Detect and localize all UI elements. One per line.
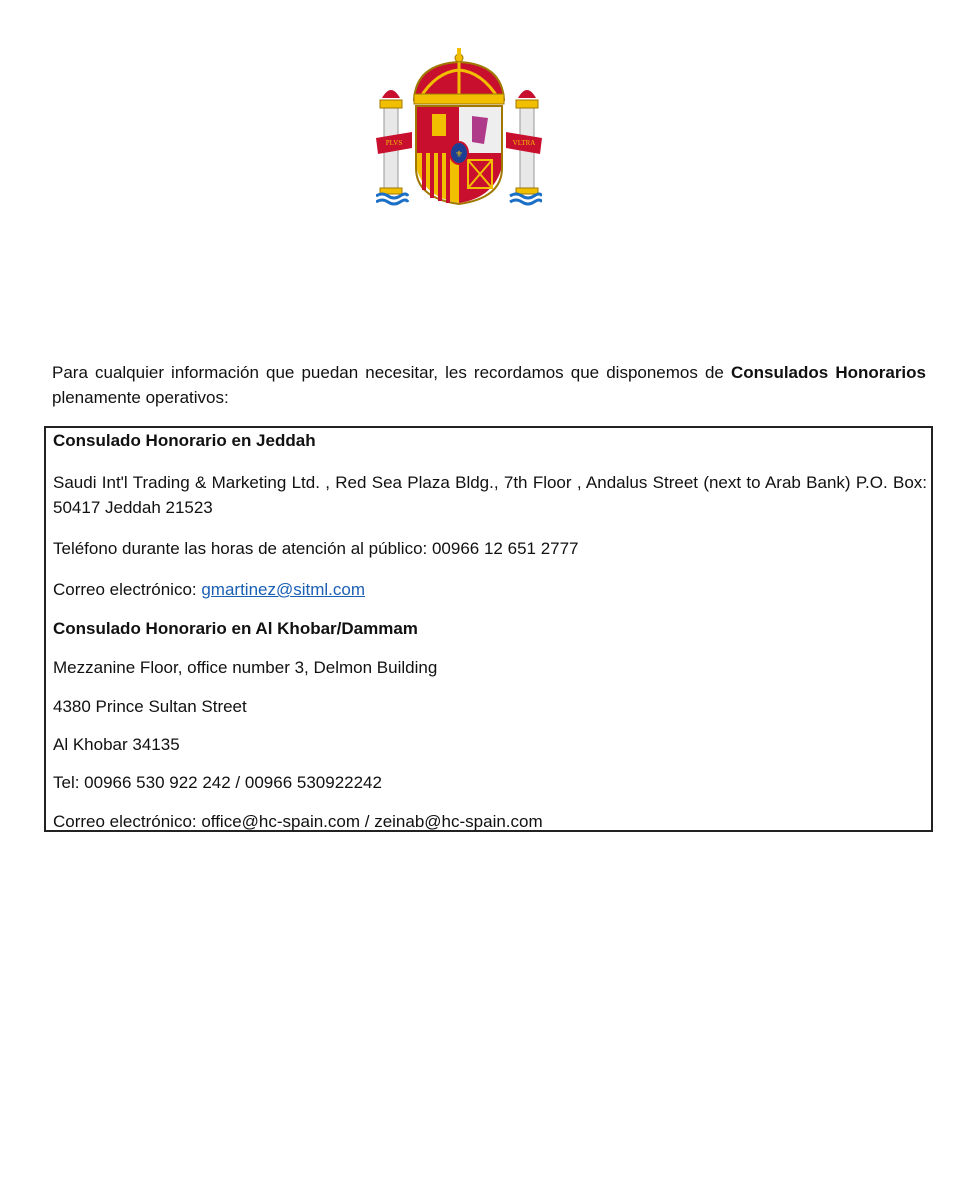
khobar-address-3: Al Khobar 34135: [53, 735, 180, 754]
jeddah-title: Consulado Honorario en Jeddah: [53, 431, 316, 450]
svg-text:VLTRA: VLTRA: [512, 139, 536, 147]
svg-text:PLVS: PLVS: [385, 139, 403, 147]
intro-paragraph: Para cualquier información que puedan necesitar, les recordamos que disponemos de Consulados Honorarios plenamente operativos:: [52, 363, 926, 407]
intro-bold: Consulados Honorarios: [730, 363, 926, 382]
spain-coat-of-arms: [376, 48, 542, 210]
jeddah-address: Saudi Int'l Trading & Marketing Ltd. , Red Sea Plaza Bldg., 7th Floor , Andalus Street (next to Arab Bank) P.O. Box: 50417 Jeddah 21523: [53, 473, 927, 517]
consulates-box: [44, 426, 933, 832]
jeddah-phone: Teléfono durante las horas de atención al público: 00966 12 651 2777: [53, 539, 579, 558]
khobar-email: Correo electrónico: office@hc-spain.com / zeinab@hc-spain.com: [53, 812, 543, 831]
khobar-address-1: Mezzanine Floor, office number 3, Delmon Building: [53, 658, 438, 677]
shield: [416, 106, 502, 204]
jeddah-email-link[interactable]: gmartinez@sitml.com: [201, 580, 366, 599]
svg-text:⚜: ⚜: [454, 150, 464, 160]
royal-crown: [414, 48, 504, 104]
khobar-phone: Tel: 00966 530 922 242 / 00966 530922242: [53, 773, 382, 792]
jeddah-email-line: Correo electrónico: gmartinez@sitml.com: [53, 580, 366, 599]
khobar-address-2: 4380 Prince Sultan Street: [53, 697, 247, 716]
khobar-title: Consulado Honorario en Al Khobar/Dammam: [53, 619, 418, 638]
